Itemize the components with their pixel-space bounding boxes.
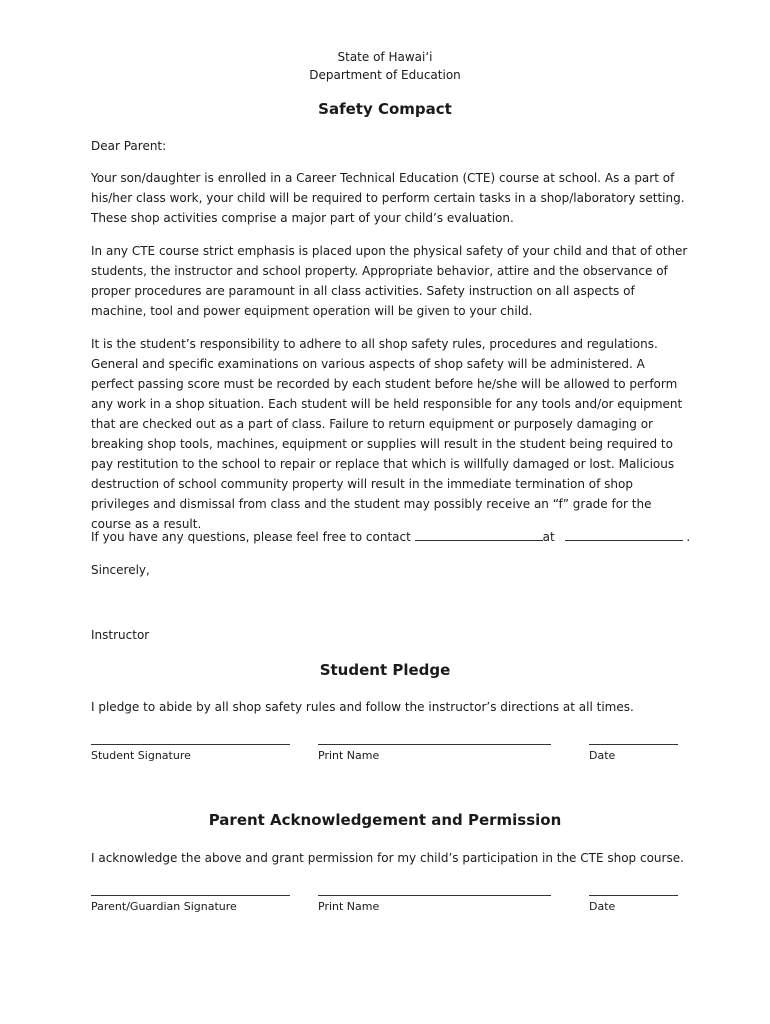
paragraph-enrollment: Your son/daughter is enrolled in a Career Technical Education (CTE) course at school. As a part of his/her class work, your child will be required to perform certain tasks in a shop/laboratory setting. These shop activities comprise a major part of your child’s evaluation. [91,171,685,225]
contact-line [91,529,690,545]
student-date-label: Date [589,749,616,762]
contact-info-field[interactable] [565,529,683,541]
paragraph-responsibility: It is the student’s responsibility to adhere to all shop safety rules, procedures and regulations. General and specific examinations on various aspects of shop safety will be administered. A perfect passing score must be recorded by each student before he/she will be allowed to perform any work in a shop situation. Each student will be held responsible for any tools and/or equipment that are checked out as a part of class. Failure to return equipment or purposely damaging or breaking shop tools, machines, equipment or supplies will result in the student being required to pay restitution to the school to repair or replace that which is willfully damaged or lost. Malicious destruction of school community property will result in the immediate termination of shop privileges and dismissal from class and the student may possibly receive an “f” grade for the course as a result. [91,337,683,531]
contact-prefix: If you have any questions, please feel free to contact [91,530,411,544]
student-print-name-label: Print Name [318,749,380,762]
state-name: State of Hawai‘i [337,50,433,64]
parent-date-line[interactable] [589,895,678,896]
parent-signature-label: Parent/Guardian Signature [91,900,237,913]
pledge-statement: I pledge to abide by all shop safety rules and follow the instructor’s directions at all times. [91,700,634,714]
parent-signature-line[interactable] [91,895,290,896]
parent-ack-title: Parent Acknowledgement and Permission [208,811,562,829]
parent-date-label: Date [589,900,616,913]
ack-statement: I acknowledge the above and grant permission for my child’s participation in the CTE shop course. [91,851,684,865]
paragraph-safety-emphasis: In any CTE course strict emphasis is placed upon the physical safety of your child and that of other students, the instructor and school property. Appropriate behavior, attire and the observance of proper procedures are paramount in all class activities. Safety instruction on all aspects of machine, tool and power equipment operation will be given to your child. [91,244,688,318]
contact-name-field[interactable] [415,529,543,541]
parent-print-name-line[interactable] [318,895,551,896]
student-signature-line[interactable] [91,744,290,745]
contact-suffix: . [686,530,691,544]
student-date-line[interactable] [589,744,678,745]
student-signature-label: Student Signature [91,749,191,762]
closing: Sincerely, [91,563,150,577]
department-name: Department of Education [309,68,461,82]
safety-compact-title: Safety Compact [318,100,452,118]
student-print-name-line[interactable] [318,744,551,745]
contact-at: at [542,530,555,544]
student-pledge-title: Student Pledge [319,661,451,679]
signer-title: Instructor [91,628,150,642]
document-header [0,48,770,84]
parent-print-name-label: Print Name [318,900,380,913]
salutation: Dear Parent: [91,139,167,153]
